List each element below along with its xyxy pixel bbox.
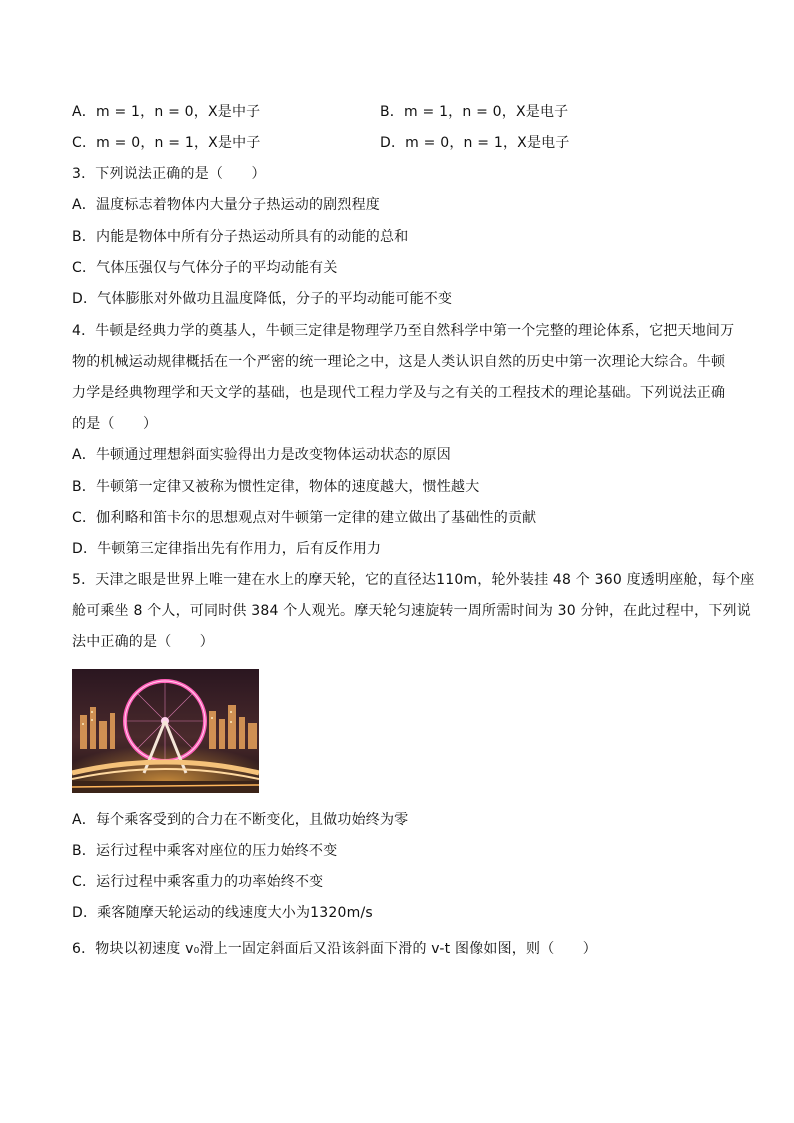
q4-stem-line: 物的机械运动规律概括在一个严密的统一理论之中，这是人类认识自然的历史中第一次理论大综合。牛顿 (72, 354, 726, 370)
q2-option-a: A．m = 1，n = 0，X是中子 (72, 104, 261, 120)
q4-option-d: D．牛顿第三定律指出先有作用力，后有反作用力 (72, 541, 382, 557)
q4-option-a: A．牛顿通过理想斜面实验得出力是改变物体运动状态的原因 (72, 447, 451, 463)
q3-option-b: B．内能是物体中所有分子热运动所具有的动能的总和 (72, 229, 409, 245)
q4-option-b: B．牛顿第一定律又被称为惯性定律，物体的速度越大，惯性越大 (72, 479, 480, 495)
q3-option-c: C．气体压强仅与气体分子的平均动能有关 (72, 260, 338, 276)
q5-option-c: C．运行过程中乘客重力的功率始终不变 (72, 874, 324, 890)
q3-option-d: D．气体膨胀对外做功且温度降低，分子的平均动能可能不变 (72, 291, 453, 307)
q3-option-a: A．温度标志着物体内大量分子热运动的剧烈程度 (72, 197, 380, 213)
q5-option-a: A．每个乘客受到的合力在不断变化，且做功始终为零 (72, 812, 409, 828)
q4-option-c: C．伽利略和笛卡尔的思想观点对牛顿第一定律的建立做出了基础性的贡献 (72, 510, 537, 526)
q4-stem-line: 的是（ ） (72, 416, 158, 432)
q5-option-b: B．运行过程中乘客对座位的压力始终不变 (72, 843, 338, 859)
ferris-wheel-photo (72, 669, 259, 793)
q3-stem: 3．下列说法正确的是（ ） (72, 166, 266, 182)
q4-stem-line: 力学是经典物理学和天文学的基础，也是现代工程力学及与之有关的工程技术的理论基础。下列说法正确 (72, 385, 726, 401)
q2-option-c: C．m = 0，n = 1，X是中子 (72, 135, 261, 151)
q5-option-d: D．乘客随摩天轮运动的线速度大小为1320m/s (72, 905, 373, 921)
q2-option-b: B．m = 1，n = 0，X是电子 (380, 104, 569, 120)
q6-stem: 6．物块以初速度 v₀滑上一固定斜面后又沿该斜面下滑的 v-t 图像如图，则（ ） (72, 941, 598, 957)
q5-stem-line: 舱可乘坐 8 个人，可同时供 384 个人观光。摩天轮匀速旋转一周所需时间为 30 分钟，在此过程中，下列说 (72, 603, 751, 619)
q5-stem-line: 法中正确的是（ ） (72, 634, 214, 650)
q4-stem-line: 4．牛顿是经典力学的奠基人，牛顿三定律是物理学乃至自然科学中第一个完整的理论体系，它把天地间万 (72, 323, 735, 339)
q5-stem-line: 5．天津之眼是世界上唯一建在水上的摩天轮，它的直径达110m，轮外装挂 48 个 360 度透明座舱，每个座 (72, 572, 755, 588)
q2-option-d: D．m = 0，n = 1，X是电子 (380, 135, 570, 151)
